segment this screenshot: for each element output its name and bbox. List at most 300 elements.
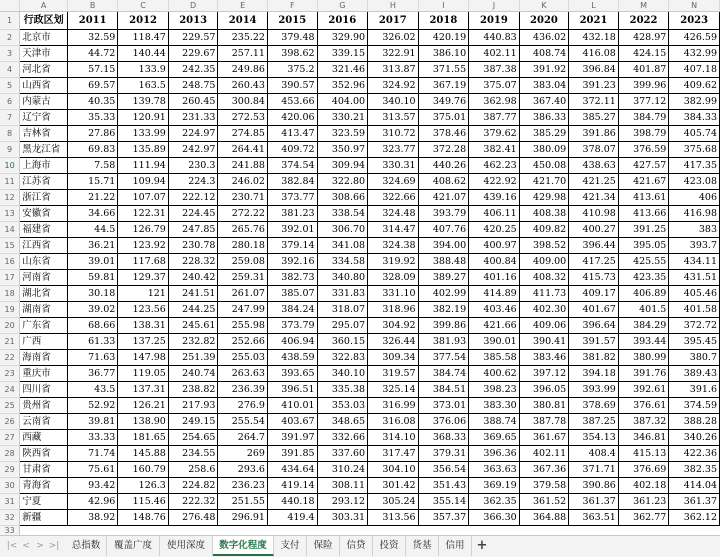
row-number[interactable]: 8 bbox=[0, 126, 20, 142]
value-cell[interactable]: 325.14 bbox=[368, 382, 419, 398]
value-cell[interactable]: 304.92 bbox=[368, 318, 419, 334]
value-cell[interactable]: 380.81 bbox=[519, 398, 569, 414]
value-cell[interactable]: 381.93 bbox=[418, 334, 469, 350]
empty-cell[interactable] bbox=[317, 526, 368, 536]
value-cell[interactable]: 334.58 bbox=[317, 254, 368, 270]
value-cell[interactable]: 224.82 bbox=[168, 478, 218, 494]
region-cell[interactable]: 甘肃省 bbox=[20, 462, 68, 478]
value-cell[interactable]: 382.35 bbox=[669, 462, 720, 478]
value-cell[interactable]: 396.51 bbox=[267, 382, 317, 398]
row-number[interactable]: 21 bbox=[0, 334, 20, 350]
value-cell[interactable]: 391.6 bbox=[669, 382, 720, 398]
value-cell[interactable]: 238.82 bbox=[168, 382, 218, 398]
column-header[interactable]: I bbox=[418, 0, 469, 12]
region-cell[interactable]: 西藏 bbox=[20, 430, 68, 446]
value-cell[interactable]: 303.31 bbox=[317, 510, 368, 526]
row-number[interactable]: 18 bbox=[0, 286, 20, 302]
empty-cell[interactable] bbox=[20, 526, 68, 536]
header-cell-year[interactable]: 2014 bbox=[218, 12, 268, 30]
row-number[interactable]: 31 bbox=[0, 494, 20, 510]
value-cell[interactable]: 392.16 bbox=[267, 254, 317, 270]
value-cell[interactable]: 269 bbox=[218, 446, 268, 462]
value-cell[interactable]: 372.28 bbox=[418, 142, 469, 158]
header-cell-year[interactable]: 2017 bbox=[368, 12, 419, 30]
value-cell[interactable]: 391.85 bbox=[267, 446, 317, 462]
value-cell[interactable]: 395.05 bbox=[618, 238, 669, 254]
value-cell[interactable]: 15.71 bbox=[67, 174, 117, 190]
value-cell[interactable]: 361.37 bbox=[569, 494, 619, 510]
value-cell[interactable]: 375.68 bbox=[669, 142, 720, 158]
empty-cell[interactable] bbox=[519, 526, 569, 536]
header-cell-year[interactable]: 2022 bbox=[618, 12, 669, 30]
value-cell[interactable]: 401.87 bbox=[618, 62, 669, 78]
value-cell[interactable]: 260.45 bbox=[168, 94, 218, 110]
prev-sheet-icon[interactable]: < bbox=[22, 541, 30, 551]
value-cell[interactable]: 249.86 bbox=[218, 62, 268, 78]
value-cell[interactable]: 361.23 bbox=[618, 494, 669, 510]
value-cell[interactable]: 407.76 bbox=[418, 222, 469, 238]
value-cell[interactable]: 424.15 bbox=[618, 46, 669, 62]
value-cell[interactable]: 356.54 bbox=[418, 462, 469, 478]
value-cell[interactable]: 241.51 bbox=[168, 286, 218, 302]
row-number[interactable]: 13 bbox=[0, 206, 20, 222]
value-cell[interactable]: 398.79 bbox=[618, 126, 669, 142]
row-number[interactable]: 1 bbox=[0, 12, 20, 30]
row-number[interactable]: 33 bbox=[0, 526, 20, 536]
value-cell[interactable]: 349.76 bbox=[418, 94, 469, 110]
value-cell[interactable]: 44.5 bbox=[67, 222, 117, 238]
value-cell[interactable]: 255.03 bbox=[218, 350, 268, 366]
value-cell[interactable]: 417.25 bbox=[569, 254, 619, 270]
value-cell[interactable]: 242.97 bbox=[168, 142, 218, 158]
value-cell[interactable]: 409.06 bbox=[519, 318, 569, 334]
value-cell[interactable]: 117.68 bbox=[118, 254, 169, 270]
value-cell[interactable]: 314.47 bbox=[368, 222, 419, 238]
value-cell[interactable]: 319.57 bbox=[368, 366, 419, 382]
value-cell[interactable]: 231.33 bbox=[168, 110, 218, 126]
value-cell[interactable]: 293.12 bbox=[317, 494, 368, 510]
first-sheet-icon[interactable]: |< bbox=[6, 541, 18, 551]
value-cell[interactable]: 341.08 bbox=[317, 238, 368, 254]
value-cell[interactable]: 403.67 bbox=[267, 414, 317, 430]
value-cell[interactable]: 380.09 bbox=[519, 142, 569, 158]
value-cell[interactable]: 406.94 bbox=[267, 334, 317, 350]
value-cell[interactable]: 453.66 bbox=[267, 94, 317, 110]
value-cell[interactable]: 382.84 bbox=[267, 174, 317, 190]
value-cell[interactable]: 393.79 bbox=[418, 206, 469, 222]
value-cell[interactable]: 361.67 bbox=[519, 430, 569, 446]
header-cell-year[interactable]: 2018 bbox=[418, 12, 469, 30]
value-cell[interactable]: 419.4 bbox=[267, 510, 317, 526]
value-cell[interactable]: 351.43 bbox=[418, 478, 469, 494]
sheet-tab[interactable]: 总指数 bbox=[66, 536, 107, 556]
value-cell[interactable]: 272.22 bbox=[218, 206, 268, 222]
value-cell[interactable]: 126.21 bbox=[118, 398, 169, 414]
row-number[interactable]: 2 bbox=[0, 30, 20, 46]
value-cell[interactable]: 393.99 bbox=[569, 382, 619, 398]
value-cell[interactable]: 321.46 bbox=[317, 62, 368, 78]
value-cell[interactable]: 396.36 bbox=[469, 446, 520, 462]
value-cell[interactable]: 119.05 bbox=[118, 366, 169, 382]
value-cell[interactable]: 308.11 bbox=[317, 478, 368, 494]
value-cell[interactable]: 258.6 bbox=[168, 462, 218, 478]
value-cell[interactable]: 326.44 bbox=[368, 334, 419, 350]
value-cell[interactable]: 296.91 bbox=[218, 510, 268, 526]
value-cell[interactable]: 388.74 bbox=[469, 414, 520, 430]
value-cell[interactable]: 380.99 bbox=[618, 350, 669, 366]
value-cell[interactable]: 398.52 bbox=[519, 238, 569, 254]
value-cell[interactable]: 232.82 bbox=[168, 334, 218, 350]
column-header[interactable]: N bbox=[669, 0, 720, 12]
value-cell[interactable]: 421.67 bbox=[618, 174, 669, 190]
value-cell[interactable]: 323.77 bbox=[368, 142, 419, 158]
region-cell[interactable]: 浙江省 bbox=[20, 190, 68, 206]
value-cell[interactable]: 440.26 bbox=[418, 158, 469, 174]
value-cell[interactable]: 406.89 bbox=[618, 286, 669, 302]
region-cell[interactable]: 江西省 bbox=[20, 238, 68, 254]
row-number[interactable]: 29 bbox=[0, 462, 20, 478]
value-cell[interactable]: 390.86 bbox=[569, 478, 619, 494]
add-sheet-button[interactable]: + bbox=[476, 538, 488, 553]
header-cell-year[interactable]: 2019 bbox=[469, 12, 520, 30]
value-cell[interactable]: 52.92 bbox=[67, 398, 117, 414]
value-cell[interactable]: 400.62 bbox=[469, 366, 520, 382]
row-number[interactable]: 15 bbox=[0, 238, 20, 254]
value-cell[interactable]: 324.69 bbox=[368, 174, 419, 190]
value-cell[interactable]: 391.92 bbox=[519, 62, 569, 78]
value-cell[interactable]: 71.74 bbox=[67, 446, 117, 462]
value-cell[interactable]: 44.72 bbox=[67, 46, 117, 62]
value-cell[interactable]: 93.42 bbox=[67, 478, 117, 494]
value-cell[interactable]: 251.55 bbox=[218, 494, 268, 510]
value-cell[interactable]: 39.81 bbox=[67, 414, 117, 430]
row-number[interactable]: 14 bbox=[0, 222, 20, 238]
value-cell[interactable]: 408.62 bbox=[418, 174, 469, 190]
value-cell[interactable]: 401.67 bbox=[569, 302, 619, 318]
value-cell[interactable]: 374.59 bbox=[669, 398, 720, 414]
value-cell[interactable]: 118.47 bbox=[118, 30, 169, 46]
row-number[interactable]: 10 bbox=[0, 158, 20, 174]
last-sheet-icon[interactable]: >| bbox=[48, 541, 60, 551]
sheet-tab[interactable]: 保险 bbox=[307, 536, 340, 556]
value-cell[interactable]: 385.27 bbox=[569, 110, 619, 126]
value-cell[interactable]: 415.73 bbox=[569, 270, 619, 286]
value-cell[interactable]: 379.58 bbox=[519, 478, 569, 494]
row-number[interactable]: 24 bbox=[0, 382, 20, 398]
value-cell[interactable]: 400.27 bbox=[569, 222, 619, 238]
value-cell[interactable]: 35.33 bbox=[67, 110, 117, 126]
value-cell[interactable]: 33.33 bbox=[67, 430, 117, 446]
value-cell[interactable]: 400.97 bbox=[469, 238, 520, 254]
row-number[interactable]: 6 bbox=[0, 94, 20, 110]
value-cell[interactable]: 145.88 bbox=[118, 446, 169, 462]
value-cell[interactable]: 261.07 bbox=[218, 286, 268, 302]
value-cell[interactable]: 398.23 bbox=[469, 382, 520, 398]
value-cell[interactable]: 389.43 bbox=[669, 366, 720, 382]
value-cell[interactable]: 384.29 bbox=[618, 318, 669, 334]
empty-cell[interactable] bbox=[118, 526, 169, 536]
value-cell[interactable]: 382.73 bbox=[267, 270, 317, 286]
header-cell-year[interactable]: 2015 bbox=[267, 12, 317, 30]
value-cell[interactable]: 387.25 bbox=[569, 414, 619, 430]
value-cell[interactable]: 402.11 bbox=[519, 446, 569, 462]
value-cell[interactable]: 391.76 bbox=[618, 366, 669, 382]
value-cell[interactable]: 382.19 bbox=[418, 302, 469, 318]
value-cell[interactable]: 422.36 bbox=[669, 446, 720, 462]
value-cell[interactable]: 462.23 bbox=[469, 158, 520, 174]
row-number[interactable]: 7 bbox=[0, 110, 20, 126]
value-cell[interactable]: 409.17 bbox=[569, 286, 619, 302]
value-cell[interactable]: 137.31 bbox=[118, 382, 169, 398]
value-cell[interactable]: 313.87 bbox=[368, 62, 419, 78]
value-cell[interactable]: 318.07 bbox=[317, 302, 368, 318]
value-cell[interactable]: 410.01 bbox=[267, 398, 317, 414]
value-cell[interactable]: 160.79 bbox=[118, 462, 169, 478]
value-cell[interactable]: 438.59 bbox=[267, 350, 317, 366]
value-cell[interactable]: 439.16 bbox=[469, 190, 520, 206]
row-number[interactable]: 12 bbox=[0, 190, 20, 206]
value-cell[interactable]: 384.24 bbox=[267, 302, 317, 318]
row-number[interactable]: 27 bbox=[0, 430, 20, 446]
value-cell[interactable]: 390.41 bbox=[519, 334, 569, 350]
column-header[interactable]: B bbox=[67, 0, 117, 12]
row-number[interactable]: 4 bbox=[0, 62, 20, 78]
value-cell[interactable]: 391.97 bbox=[267, 430, 317, 446]
value-cell[interactable]: 396.44 bbox=[569, 238, 619, 254]
header-cell-year[interactable]: 2011 bbox=[67, 12, 117, 30]
value-cell[interactable]: 147.98 bbox=[118, 350, 169, 366]
value-cell[interactable]: 381.23 bbox=[267, 206, 317, 222]
value-cell[interactable]: 387.77 bbox=[469, 110, 520, 126]
row-number[interactable]: 16 bbox=[0, 254, 20, 270]
value-cell[interactable]: 301.42 bbox=[368, 478, 419, 494]
value-cell[interactable]: 36.21 bbox=[67, 238, 117, 254]
value-cell[interactable]: 121 bbox=[118, 286, 169, 302]
value-cell[interactable]: 421.07 bbox=[418, 190, 469, 206]
row-number[interactable]: 20 bbox=[0, 318, 20, 334]
value-cell[interactable]: 436.02 bbox=[519, 30, 569, 46]
value-cell[interactable]: 388.28 bbox=[669, 414, 720, 430]
column-header[interactable]: C bbox=[118, 0, 169, 12]
value-cell[interactable]: 409.00 bbox=[519, 254, 569, 270]
value-cell[interactable]: 375.2 bbox=[267, 62, 317, 78]
value-cell[interactable]: 295.07 bbox=[317, 318, 368, 334]
value-cell[interactable]: 366.30 bbox=[469, 510, 520, 526]
value-cell[interactable]: 399.86 bbox=[418, 318, 469, 334]
value-cell[interactable]: 383.46 bbox=[519, 350, 569, 366]
value-cell[interactable]: 383.04 bbox=[519, 78, 569, 94]
value-cell[interactable]: 300.84 bbox=[218, 94, 268, 110]
value-cell[interactable]: 388.48 bbox=[418, 254, 469, 270]
region-cell[interactable]: 黑龙江省 bbox=[20, 142, 68, 158]
header-cell-year[interactable]: 2021 bbox=[569, 12, 619, 30]
header-cell-region[interactable]: 行政区划 bbox=[20, 12, 68, 30]
value-cell[interactable]: 259.08 bbox=[218, 254, 268, 270]
value-cell[interactable]: 224.45 bbox=[168, 206, 218, 222]
value-cell[interactable]: 354.13 bbox=[569, 430, 619, 446]
value-cell[interactable]: 393.65 bbox=[267, 366, 317, 382]
value-cell[interactable]: 386.10 bbox=[418, 46, 469, 62]
sheet-tab[interactable]: 投资 bbox=[373, 536, 406, 556]
column-header[interactable]: A bbox=[20, 0, 68, 12]
row-number[interactable]: 28 bbox=[0, 446, 20, 462]
value-cell[interactable]: 390.57 bbox=[267, 78, 317, 94]
value-cell[interactable]: 348.65 bbox=[317, 414, 368, 430]
value-cell[interactable]: 413.66 bbox=[618, 206, 669, 222]
value-cell[interactable]: 247.85 bbox=[168, 222, 218, 238]
region-cell[interactable]: 云南省 bbox=[20, 414, 68, 430]
row-number[interactable]: 26 bbox=[0, 414, 20, 430]
region-cell[interactable]: 内蒙古 bbox=[20, 94, 68, 110]
row-number[interactable]: 17 bbox=[0, 270, 20, 286]
empty-cell[interactable] bbox=[67, 526, 117, 536]
empty-cell[interactable] bbox=[267, 526, 317, 536]
region-cell[interactable]: 湖南省 bbox=[20, 302, 68, 318]
value-cell[interactable]: 241.88 bbox=[218, 158, 268, 174]
value-cell[interactable]: 420.25 bbox=[469, 222, 520, 238]
row-number[interactable]: 3 bbox=[0, 46, 20, 62]
value-cell[interactable]: 404.00 bbox=[317, 94, 368, 110]
value-cell[interactable]: 310.24 bbox=[317, 462, 368, 478]
value-cell[interactable]: 123.92 bbox=[118, 238, 169, 254]
value-cell[interactable]: 371.55 bbox=[418, 62, 469, 78]
value-cell[interactable]: 378.46 bbox=[418, 126, 469, 142]
value-cell[interactable]: 229.67 bbox=[168, 46, 218, 62]
value-cell[interactable]: 361.52 bbox=[519, 494, 569, 510]
empty-cell[interactable] bbox=[418, 526, 469, 536]
value-cell[interactable]: 259.31 bbox=[218, 270, 268, 286]
value-cell[interactable]: 379.14 bbox=[267, 238, 317, 254]
value-cell[interactable]: 421.66 bbox=[469, 318, 520, 334]
region-cell[interactable]: 广东省 bbox=[20, 318, 68, 334]
value-cell[interactable]: 21.22 bbox=[67, 190, 117, 206]
value-cell[interactable]: 405.74 bbox=[669, 126, 720, 142]
column-header[interactable]: G bbox=[317, 0, 368, 12]
value-cell[interactable]: 318.96 bbox=[368, 302, 419, 318]
value-cell[interactable]: 236.39 bbox=[218, 382, 268, 398]
empty-cell[interactable] bbox=[218, 526, 268, 536]
value-cell[interactable]: 36.77 bbox=[67, 366, 117, 382]
region-cell[interactable]: 江苏省 bbox=[20, 174, 68, 190]
header-cell-year[interactable]: 2013 bbox=[168, 12, 218, 30]
value-cell[interactable]: 247.99 bbox=[218, 302, 268, 318]
sheet-tab[interactable]: 信用 bbox=[439, 536, 472, 556]
value-cell[interactable]: 405.46 bbox=[669, 286, 720, 302]
value-cell[interactable]: 245.61 bbox=[168, 318, 218, 334]
value-cell[interactable]: 313.57 bbox=[368, 110, 419, 126]
value-cell[interactable]: 409.72 bbox=[267, 142, 317, 158]
value-cell[interactable]: 313.56 bbox=[368, 510, 419, 526]
value-cell[interactable]: 409.82 bbox=[519, 222, 569, 238]
value-cell[interactable]: 228.32 bbox=[168, 254, 218, 270]
value-cell[interactable]: 384.74 bbox=[418, 366, 469, 382]
value-cell[interactable]: 338.54 bbox=[317, 206, 368, 222]
value-cell[interactable]: 260.43 bbox=[218, 78, 268, 94]
value-cell[interactable]: 32.59 bbox=[67, 30, 117, 46]
region-cell[interactable]: 福建省 bbox=[20, 222, 68, 238]
value-cell[interactable]: 382.41 bbox=[469, 142, 520, 158]
value-cell[interactable]: 362.98 bbox=[469, 94, 520, 110]
column-header[interactable]: L bbox=[569, 0, 619, 12]
value-cell[interactable]: 123.56 bbox=[118, 302, 169, 318]
value-cell[interactable]: 411.73 bbox=[519, 286, 569, 302]
value-cell[interactable]: 417.35 bbox=[669, 158, 720, 174]
value-cell[interactable]: 371.71 bbox=[569, 462, 619, 478]
value-cell[interactable]: 450.08 bbox=[519, 158, 569, 174]
value-cell[interactable]: 242.35 bbox=[168, 62, 218, 78]
value-cell[interactable]: 230.71 bbox=[218, 190, 268, 206]
value-cell[interactable]: 398.62 bbox=[267, 46, 317, 62]
value-cell[interactable]: 385.29 bbox=[519, 126, 569, 142]
value-cell[interactable]: 409.62 bbox=[669, 78, 720, 94]
value-cell[interactable]: 375.07 bbox=[469, 78, 520, 94]
value-cell[interactable]: 236.23 bbox=[218, 478, 268, 494]
value-cell[interactable]: 332.66 bbox=[317, 430, 368, 446]
value-cell[interactable]: 115.46 bbox=[118, 494, 169, 510]
column-header[interactable]: E bbox=[218, 0, 268, 12]
value-cell[interactable]: 310.72 bbox=[368, 126, 419, 142]
select-all-corner[interactable] bbox=[0, 0, 20, 12]
value-cell[interactable]: 316.08 bbox=[368, 414, 419, 430]
region-cell[interactable]: 北京市 bbox=[20, 30, 68, 46]
row-number[interactable]: 5 bbox=[0, 78, 20, 94]
value-cell[interactable]: 126.3 bbox=[118, 478, 169, 494]
value-cell[interactable]: 376.59 bbox=[618, 142, 669, 158]
value-cell[interactable]: 319.92 bbox=[368, 254, 419, 270]
value-cell[interactable]: 410.98 bbox=[569, 206, 619, 222]
value-cell[interactable]: 120.91 bbox=[118, 110, 169, 126]
empty-cell[interactable] bbox=[669, 526, 720, 536]
value-cell[interactable]: 340.80 bbox=[317, 270, 368, 286]
value-cell[interactable]: 376.69 bbox=[618, 462, 669, 478]
value-cell[interactable]: 129.37 bbox=[118, 270, 169, 286]
value-cell[interactable]: 367.40 bbox=[519, 94, 569, 110]
value-cell[interactable]: 420.19 bbox=[418, 30, 469, 46]
value-cell[interactable]: 373.77 bbox=[267, 190, 317, 206]
value-cell[interactable]: 251.39 bbox=[168, 350, 218, 366]
value-cell[interactable]: 373.01 bbox=[418, 398, 469, 414]
value-cell[interactable]: 391.25 bbox=[618, 222, 669, 238]
value-cell[interactable]: 401.16 bbox=[469, 270, 520, 286]
region-cell[interactable]: 海南省 bbox=[20, 350, 68, 366]
value-cell[interactable]: 362.77 bbox=[618, 510, 669, 526]
value-cell[interactable]: 415.13 bbox=[618, 446, 669, 462]
value-cell[interactable]: 339.15 bbox=[317, 46, 368, 62]
value-cell[interactable]: 30.18 bbox=[67, 286, 117, 302]
value-cell[interactable]: 138.31 bbox=[118, 318, 169, 334]
value-cell[interactable]: 414.04 bbox=[669, 478, 720, 494]
value-cell[interactable]: 427.57 bbox=[618, 158, 669, 174]
value-cell[interactable]: 379.48 bbox=[267, 30, 317, 46]
value-cell[interactable]: 246.02 bbox=[218, 174, 268, 190]
value-cell[interactable]: 396.64 bbox=[569, 318, 619, 334]
value-cell[interactable]: 374.54 bbox=[267, 158, 317, 174]
value-cell[interactable]: 364.88 bbox=[519, 510, 569, 526]
value-cell[interactable]: 40.35 bbox=[67, 94, 117, 110]
value-cell[interactable]: 263.63 bbox=[218, 366, 268, 382]
column-header[interactable]: M bbox=[618, 0, 669, 12]
value-cell[interactable]: 423.35 bbox=[618, 270, 669, 286]
value-cell[interactable]: 381.82 bbox=[569, 350, 619, 366]
value-cell[interactable]: 133.99 bbox=[118, 126, 169, 142]
row-number[interactable]: 25 bbox=[0, 398, 20, 414]
value-cell[interactable]: 406.11 bbox=[469, 206, 520, 222]
region-cell[interactable]: 山西省 bbox=[20, 78, 68, 94]
value-cell[interactable]: 264.7 bbox=[218, 430, 268, 446]
value-cell[interactable]: 314.10 bbox=[368, 430, 419, 446]
value-cell[interactable]: 235.22 bbox=[218, 30, 268, 46]
value-cell[interactable]: 111.94 bbox=[118, 158, 169, 174]
